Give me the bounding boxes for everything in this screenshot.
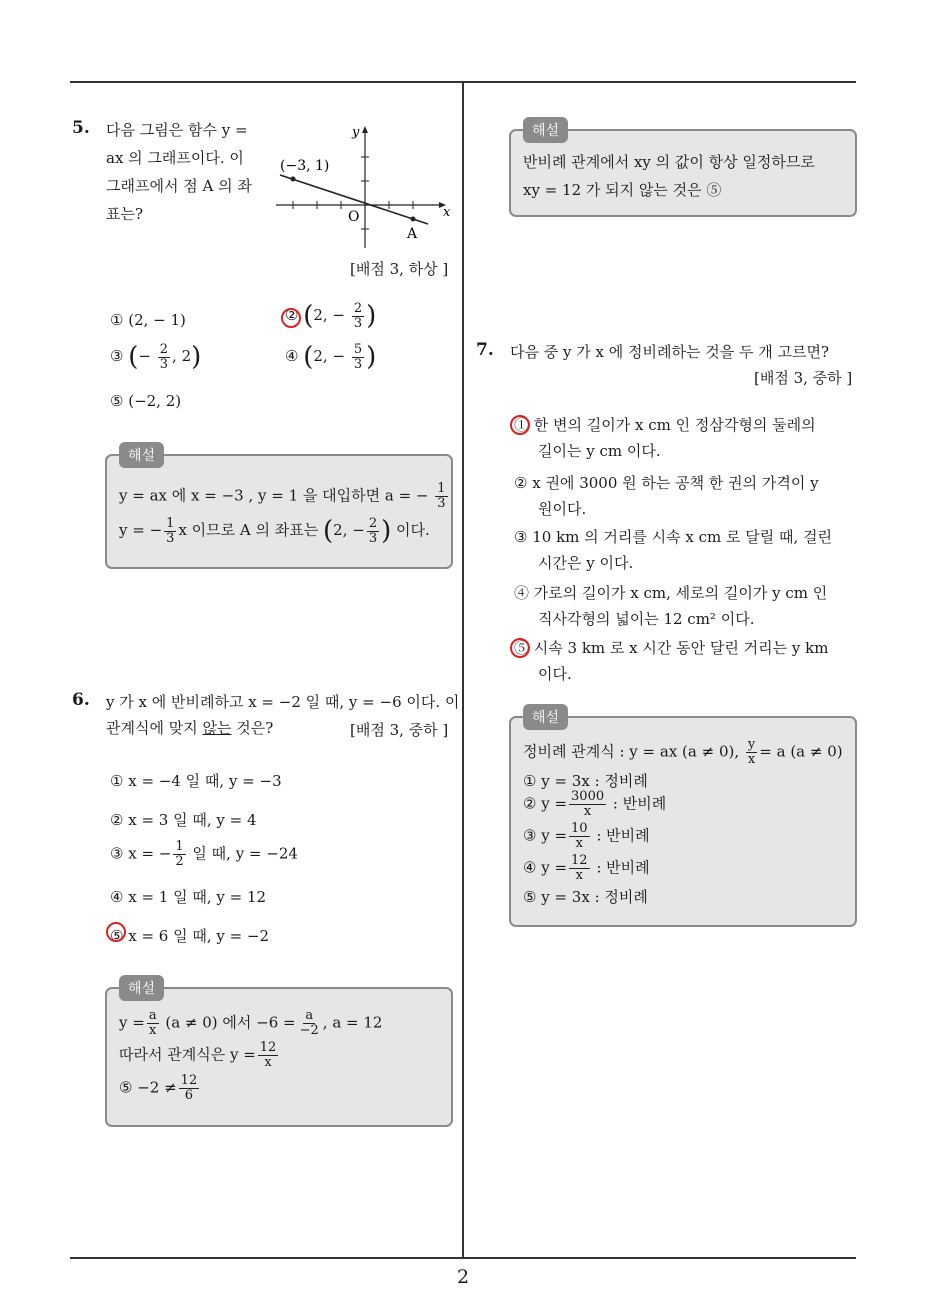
- q7-number: 7.: [476, 340, 494, 360]
- q7-expl-line-1: 정비례 관계식 : y = ax (a ≠ 0), $\frac{y}{x}$ = a (a ≠ 0): [523, 737, 843, 767]
- q5-line-1: 다음 그림은 함수 y =: [106, 121, 248, 139]
- q5-line-2: ax 의 그래프이다. 이: [106, 149, 244, 167]
- q6-line-1: y 가 x 에 반비례하고 x = −2 일 때, y = −6 이다. 이: [106, 693, 460, 711]
- q7-option-1[interactable]: ① 한 변의 길이가 x cm 인 정삼각형의 둘레의 길이는 y cm 이다.: [514, 416, 816, 460]
- q7-meta: [배점 3, 중하 ]: [754, 369, 853, 387]
- right-expl-line-1: 반비례 관계에서 xy 의 값이 항상 일정하므로: [523, 153, 815, 171]
- explanation-tag: 해설: [119, 442, 164, 468]
- q5-number: 5.: [72, 118, 90, 138]
- q6-option-3[interactable]: ③ x = − $\frac{1}{2}$ 일 때, y = −24: [110, 839, 298, 869]
- q6-line-2: 관계식에 맞지 않는 것은?: [106, 719, 274, 737]
- q5-meta: [배점 3, 하상 ]: [350, 260, 449, 278]
- bottom-rule: [70, 1257, 856, 1259]
- q5-expl-line-2: y = − $\frac{1}{3}$ x 이므로 A 의 좌표는 (2, − $\frac{2}{3}$ ) 이다.: [119, 515, 430, 546]
- q7-explanation-box: [509, 710, 857, 927]
- y-label: y: [352, 125, 360, 140]
- right-expl-line-2: xy = 12 가 되지 않는 것은 ⑤: [523, 181, 722, 199]
- column-divider: [462, 81, 464, 1259]
- q7-expl-line-4: ③ y = $\frac{10}{x}$ : 반비례: [523, 821, 650, 851]
- q7-option-4[interactable]: ④ 가로의 길이가 x cm, 세로의 길이가 y cm 인 직사각형의 넓이는 12 cm² 이다.: [514, 584, 828, 628]
- point-label: (−3, 1): [280, 158, 330, 174]
- q6-expl-line-2: 따라서 관계식은 y = $\frac{12}{x}$: [119, 1040, 277, 1070]
- answer-circle: [510, 638, 530, 658]
- point-a: [411, 217, 416, 222]
- q6-number: 6.: [72, 690, 90, 710]
- q7-expl-line-3: ② y = $\frac{3000}{x}$ : 반비례: [523, 789, 667, 819]
- q6-option-2[interactable]: ② x = 3 일 때, y = 4: [110, 811, 257, 829]
- option-2-marker: ②: [285, 306, 299, 324]
- q5-explanation-box: [105, 448, 453, 569]
- q5-line-4: 표는?: [106, 205, 144, 223]
- q5-option-2[interactable]: ② (2, − $\frac{2}{3}$ ): [285, 300, 377, 331]
- q7-question: 다음 중 y 가 x 에 정비례하는 것을 두 개 고르면?: [510, 343, 829, 361]
- fraction: $\frac{2}{3}$: [353, 300, 363, 331]
- q5-line-3: 그래프에서 점 A 의 좌: [106, 177, 252, 195]
- q6-expl-line-3: ⑤ −2 ≠ $\frac{12}{6}$: [119, 1073, 198, 1103]
- q5-question: [106, 116, 266, 228]
- q7-expl-line-6: ⑤ y = 3x : 정비례: [523, 888, 648, 906]
- q6-option-4[interactable]: ④ x = 1 일 때, y = 12: [110, 888, 267, 906]
- explanation-tag: 해설: [523, 704, 568, 730]
- q5-option-3[interactable]: ③ (− $\frac{2}{3}$ , 2): [110, 341, 202, 372]
- q6-meta: [배점 3, 중하 ]: [350, 721, 449, 739]
- fraction: $\frac{2}{3}$: [159, 341, 169, 372]
- answer-circle: [281, 308, 301, 328]
- q7-expl-line-5: ④ y = $\frac{12}{x}$ : 반비례: [523, 853, 650, 883]
- q6-explanation-box: [105, 981, 453, 1127]
- right-top-explanation-box: [509, 123, 857, 217]
- page-number: 2: [456, 1266, 470, 1288]
- q6-option-5[interactable]: ⑤ x = 6 일 때, y = −2: [110, 927, 270, 945]
- explanation-tag: 해설: [523, 117, 568, 143]
- q6-option-1[interactable]: ① x = −4 일 때, y = −3: [110, 772, 282, 790]
- fraction: $\frac{5}{3}$: [353, 341, 363, 372]
- answer-circle: [106, 922, 126, 942]
- explanation-tag: 해설: [119, 975, 164, 1001]
- answer-circle: [510, 415, 530, 435]
- q7-expl-line-2: ① y = 3x : 정비례: [523, 772, 648, 790]
- q7-option-3[interactable]: ③ 10 km 의 거리를 시속 x cm 로 달릴 때, 걸린 시간은 y 이다.: [514, 528, 833, 572]
- q5-option-4[interactable]: ④ (2, − $\frac{5}{3}$ ): [285, 341, 377, 372]
- a-label: A: [407, 226, 418, 242]
- x-label: x: [443, 205, 451, 220]
- q5-expl-line-1: y = ax 에 x = −3 , y = 1 을 대입하면 a = − $\frac{1}{3}$: [119, 481, 446, 511]
- y-axis-arrow: [362, 126, 368, 133]
- q6-expl-line-1: y = $\frac{a}{x}$ (a ≠ 0) 에서 −6 = $\frac{a}{-2}$ , a = 12: [119, 1008, 383, 1038]
- q5-graph: [270, 120, 460, 250]
- q7-option-2[interactable]: ② x 권에 3000 원 하는 공책 한 권의 가격이 y 원이다.: [514, 474, 819, 518]
- point-minus3-1: [291, 177, 296, 182]
- q5-option-1[interactable]: ① (2, − 1): [110, 311, 186, 329]
- origin-label: O: [348, 209, 360, 225]
- q5-option-5[interactable]: ⑤ (−2, 2): [110, 392, 182, 410]
- q7-option-5[interactable]: ⑤ 시속 3 km 로 x 시간 동안 달린 거리는 y km 이다.: [514, 639, 829, 683]
